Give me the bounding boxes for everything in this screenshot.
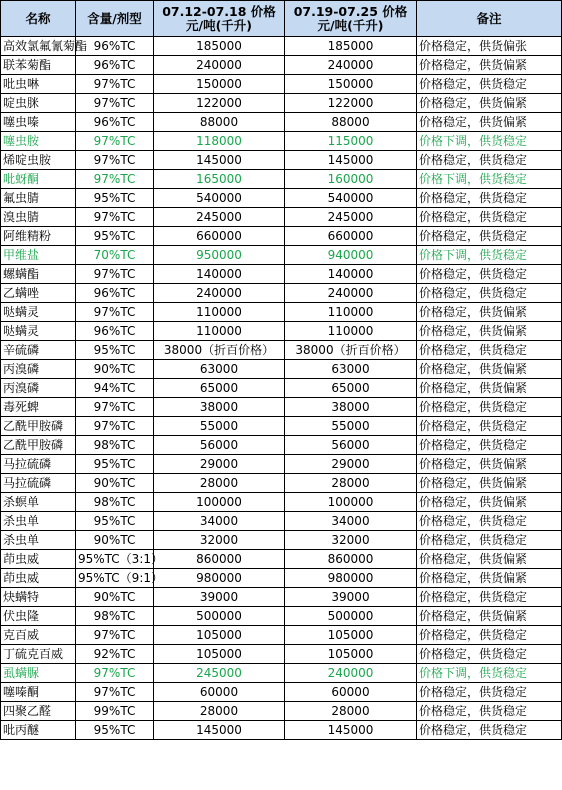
table-row bbox=[1, 455, 562, 474]
cell-note: 价格稳定，供货偏紧 bbox=[417, 379, 562, 398]
cell-note: 价格稳定，供货偏张 bbox=[417, 37, 562, 56]
cell-week2-price: 88000 bbox=[285, 113, 417, 132]
cell-week1-price: 245000 bbox=[154, 664, 285, 683]
table-row bbox=[1, 322, 562, 341]
cell-note: 价格稳定，供货稳定 bbox=[417, 588, 562, 607]
cell-spec: 95%TC（9:1） bbox=[76, 569, 154, 588]
cell-name: 噻虫胺 bbox=[1, 132, 76, 151]
cell-name: 伏虫隆 bbox=[1, 607, 76, 626]
cell-spec: 95%TC bbox=[76, 455, 154, 474]
cell-week1-price: 240000 bbox=[154, 284, 285, 303]
table-row bbox=[1, 37, 562, 56]
cell-week1-price: 60000 bbox=[154, 683, 285, 702]
cell-spec: 95%TC bbox=[76, 721, 154, 740]
cell-name: 乙酰甲胺磷 bbox=[1, 417, 76, 436]
cell-spec: 98%TC bbox=[76, 607, 154, 626]
cell-week2-price: 28000 bbox=[285, 702, 417, 721]
cell-spec: 97%TC bbox=[76, 303, 154, 322]
table-row bbox=[1, 512, 562, 531]
header-row bbox=[1, 1, 562, 37]
cell-week2-price: 60000 bbox=[285, 683, 417, 702]
table-row bbox=[1, 208, 562, 227]
cell-week2-price: 32000 bbox=[285, 531, 417, 550]
cell-week2-price: 29000 bbox=[285, 455, 417, 474]
cell-spec: 96%TC bbox=[76, 56, 154, 75]
cell-note: 价格稳定，供货偏紧 bbox=[417, 113, 562, 132]
cell-name: 虱螨脲 bbox=[1, 664, 76, 683]
table-row bbox=[1, 132, 562, 151]
cell-week1-price: 165000 bbox=[154, 170, 285, 189]
cell-note: 价格下调，供货稳定 bbox=[417, 246, 562, 265]
cell-name: 乙酰甲胺磷 bbox=[1, 436, 76, 455]
cell-note: 价格稳定，供货偏紧 bbox=[417, 94, 562, 113]
table-row bbox=[1, 531, 562, 550]
cell-spec: 97%TC bbox=[76, 398, 154, 417]
cell-spec: 92%TC bbox=[76, 645, 154, 664]
table-row bbox=[1, 417, 562, 436]
cell-note: 价格稳定，供货偏紧 bbox=[417, 360, 562, 379]
cell-week1-price: 38000（折百价格） bbox=[154, 341, 285, 360]
cell-spec: 90%TC bbox=[76, 588, 154, 607]
cell-week2-price: 860000 bbox=[285, 550, 417, 569]
table-row bbox=[1, 664, 562, 683]
table-row bbox=[1, 170, 562, 189]
cell-week2-price: 65000 bbox=[285, 379, 417, 398]
cell-name: 马拉硫磷 bbox=[1, 455, 76, 474]
cell-week2-price: 660000 bbox=[285, 227, 417, 246]
table-row bbox=[1, 379, 562, 398]
cell-week2-price: 240000 bbox=[285, 56, 417, 75]
table-row bbox=[1, 341, 562, 360]
table-row bbox=[1, 360, 562, 379]
table-row bbox=[1, 550, 562, 569]
cell-spec: 97%TC bbox=[76, 94, 154, 113]
cell-week1-price: 110000 bbox=[154, 303, 285, 322]
cell-note: 价格下调，供货稳定 bbox=[417, 170, 562, 189]
cell-name: 啶虫脒 bbox=[1, 94, 76, 113]
header-name: 名称 bbox=[1, 1, 76, 37]
cell-note: 价格稳定，供货偏紧 bbox=[417, 56, 562, 75]
table-row bbox=[1, 588, 562, 607]
cell-name: 噻嗪酮 bbox=[1, 683, 76, 702]
cell-week1-price: 28000 bbox=[154, 474, 285, 493]
cell-note: 价格稳定，供货稳定 bbox=[417, 702, 562, 721]
cell-note: 价格稳定，供货偏紧 bbox=[417, 322, 562, 341]
table-row bbox=[1, 569, 562, 588]
cell-week1-price: 118000 bbox=[154, 132, 285, 151]
table-row bbox=[1, 56, 562, 75]
cell-note: 价格稳定，供货偏紧 bbox=[417, 455, 562, 474]
cell-week2-price: 540000 bbox=[285, 189, 417, 208]
cell-spec: 97%TC bbox=[76, 208, 154, 227]
cell-name: 丙溴磷 bbox=[1, 379, 76, 398]
cell-week1-price: 100000 bbox=[154, 493, 285, 512]
cell-note: 价格稳定，供货稳定 bbox=[417, 436, 562, 455]
cell-week2-price: 940000 bbox=[285, 246, 417, 265]
cell-week1-price: 122000 bbox=[154, 94, 285, 113]
cell-week2-price: 240000 bbox=[285, 284, 417, 303]
cell-spec: 96%TC bbox=[76, 322, 154, 341]
cell-week1-price: 56000 bbox=[154, 436, 285, 455]
cell-spec: 95%TC bbox=[76, 227, 154, 246]
table-row bbox=[1, 702, 562, 721]
cell-name: 丙溴磷 bbox=[1, 360, 76, 379]
cell-spec: 97%TC bbox=[76, 664, 154, 683]
cell-spec: 96%TC bbox=[76, 37, 154, 56]
cell-name: 吡蚜酮 bbox=[1, 170, 76, 189]
cell-note: 价格稳定，供货稳定 bbox=[417, 265, 562, 284]
cell-note: 价格稳定，供货偏紧 bbox=[417, 474, 562, 493]
cell-spec: 90%TC bbox=[76, 360, 154, 379]
cell-note: 价格稳定，供货稳定 bbox=[417, 645, 562, 664]
cell-name: 克百威 bbox=[1, 626, 76, 645]
table-row bbox=[1, 721, 562, 740]
cell-name: 哒螨灵 bbox=[1, 322, 76, 341]
cell-week2-price: 34000 bbox=[285, 512, 417, 531]
cell-note: 价格稳定，供货偏紧 bbox=[417, 493, 562, 512]
table-row bbox=[1, 265, 562, 284]
cell-week2-price: 160000 bbox=[285, 170, 417, 189]
cell-name: 乙螨唑 bbox=[1, 284, 76, 303]
cell-week1-price: 245000 bbox=[154, 208, 285, 227]
table-row bbox=[1, 284, 562, 303]
cell-spec: 98%TC bbox=[76, 436, 154, 455]
cell-week1-price: 105000 bbox=[154, 626, 285, 645]
cell-spec: 95%TC bbox=[76, 512, 154, 531]
table-row bbox=[1, 683, 562, 702]
cell-week1-price: 145000 bbox=[154, 151, 285, 170]
cell-spec: 97%TC bbox=[76, 170, 154, 189]
cell-name: 辛硫磷 bbox=[1, 341, 76, 360]
cell-note: 价格稳定，供货稳定 bbox=[417, 417, 562, 436]
cell-week2-price: 110000 bbox=[285, 303, 417, 322]
cell-note: 价格稳定，供货偏紧 bbox=[417, 303, 562, 322]
cell-week2-price: 145000 bbox=[285, 151, 417, 170]
cell-week1-price: 55000 bbox=[154, 417, 285, 436]
cell-note: 价格稳定，供货稳定 bbox=[417, 75, 562, 94]
cell-name: 四聚乙醛 bbox=[1, 702, 76, 721]
cell-note: 价格稳定，供货稳定 bbox=[417, 398, 562, 417]
cell-spec: 95%TC（3:1） bbox=[76, 550, 154, 569]
cell-name: 高效氯氟氰菊酯 bbox=[1, 37, 76, 56]
cell-name: 哒螨灵 bbox=[1, 303, 76, 322]
cell-week2-price: 63000 bbox=[285, 360, 417, 379]
cell-name: 甲维盐 bbox=[1, 246, 76, 265]
cell-name: 马拉硫磷 bbox=[1, 474, 76, 493]
cell-week2-price: 500000 bbox=[285, 607, 417, 626]
cell-note: 价格下调，供货稳定 bbox=[417, 664, 562, 683]
table-row bbox=[1, 113, 562, 132]
cell-name: 烯啶虫胺 bbox=[1, 151, 76, 170]
cell-week1-price: 39000 bbox=[154, 588, 285, 607]
cell-name: 噻虫嗪 bbox=[1, 113, 76, 132]
cell-week2-price: 185000 bbox=[285, 37, 417, 56]
cell-note: 价格稳定，供货偏紧 bbox=[417, 607, 562, 626]
cell-spec: 90%TC bbox=[76, 474, 154, 493]
table-row bbox=[1, 493, 562, 512]
cell-name: 茚虫威 bbox=[1, 569, 76, 588]
cell-note: 价格稳定，供货稳定 bbox=[417, 189, 562, 208]
cell-week1-price: 63000 bbox=[154, 360, 285, 379]
table-row bbox=[1, 151, 562, 170]
cell-week2-price: 105000 bbox=[285, 645, 417, 664]
cell-week1-price: 185000 bbox=[154, 37, 285, 56]
cell-week2-price: 38000（折百价格） bbox=[285, 341, 417, 360]
table-row bbox=[1, 645, 562, 664]
cell-spec: 97%TC bbox=[76, 626, 154, 645]
cell-name: 杀虫单 bbox=[1, 531, 76, 550]
table-row bbox=[1, 75, 562, 94]
cell-week2-price: 28000 bbox=[285, 474, 417, 493]
cell-week2-price: 145000 bbox=[285, 721, 417, 740]
cell-name: 阿维精粉 bbox=[1, 227, 76, 246]
table-row bbox=[1, 474, 562, 493]
cell-week1-price: 110000 bbox=[154, 322, 285, 341]
header-week2-price: 07.19-07.25 价格元/吨(千升) bbox=[285, 1, 417, 37]
cell-note: 价格稳定，供货稳定 bbox=[417, 151, 562, 170]
cell-spec: 97%TC bbox=[76, 417, 154, 436]
cell-note: 价格稳定，供货稳定 bbox=[417, 208, 562, 227]
table-row bbox=[1, 436, 562, 455]
cell-spec: 95%TC bbox=[76, 189, 154, 208]
cell-note: 价格稳定，供货稳定 bbox=[417, 626, 562, 645]
cell-week2-price: 115000 bbox=[285, 132, 417, 151]
table-body bbox=[1, 37, 562, 740]
cell-week1-price: 140000 bbox=[154, 265, 285, 284]
cell-name: 吡丙醚 bbox=[1, 721, 76, 740]
cell-spec: 97%TC bbox=[76, 75, 154, 94]
cell-spec: 96%TC bbox=[76, 284, 154, 303]
cell-week1-price: 660000 bbox=[154, 227, 285, 246]
cell-week1-price: 28000 bbox=[154, 702, 285, 721]
cell-name: 溴虫腈 bbox=[1, 208, 76, 227]
cell-spec: 97%TC bbox=[76, 683, 154, 702]
cell-spec: 94%TC bbox=[76, 379, 154, 398]
cell-week2-price: 150000 bbox=[285, 75, 417, 94]
cell-week1-price: 540000 bbox=[154, 189, 285, 208]
cell-spec: 95%TC bbox=[76, 341, 154, 360]
cell-week1-price: 860000 bbox=[154, 550, 285, 569]
cell-name: 炔螨特 bbox=[1, 588, 76, 607]
cell-week2-price: 245000 bbox=[285, 208, 417, 227]
table-row bbox=[1, 607, 562, 626]
cell-week1-price: 500000 bbox=[154, 607, 285, 626]
cell-spec: 97%TC bbox=[76, 151, 154, 170]
cell-note: 价格稳定，供货稳定 bbox=[417, 531, 562, 550]
cell-spec: 98%TC bbox=[76, 493, 154, 512]
table-row bbox=[1, 94, 562, 113]
cell-week2-price: 110000 bbox=[285, 322, 417, 341]
cell-spec: 90%TC bbox=[76, 531, 154, 550]
cell-note: 价格下调，供货稳定 bbox=[417, 132, 562, 151]
cell-note: 价格稳定，供货稳定 bbox=[417, 284, 562, 303]
cell-spec: 99%TC bbox=[76, 702, 154, 721]
cell-note: 价格稳定，供货偏紧 bbox=[417, 550, 562, 569]
cell-week1-price: 240000 bbox=[154, 56, 285, 75]
cell-name: 毒死蜱 bbox=[1, 398, 76, 417]
cell-name: 杀虫单 bbox=[1, 512, 76, 531]
cell-note: 价格稳定，供货稳定 bbox=[417, 341, 562, 360]
cell-spec: 97%TC bbox=[76, 132, 154, 151]
cell-name: 螺螨酯 bbox=[1, 265, 76, 284]
cell-week2-price: 39000 bbox=[285, 588, 417, 607]
cell-week1-price: 34000 bbox=[154, 512, 285, 531]
cell-note: 价格稳定，供货偏紧 bbox=[417, 569, 562, 588]
table-row bbox=[1, 398, 562, 417]
table-row bbox=[1, 227, 562, 246]
cell-week1-price: 65000 bbox=[154, 379, 285, 398]
cell-week2-price: 38000 bbox=[285, 398, 417, 417]
cell-name: 联苯菊酯 bbox=[1, 56, 76, 75]
table-row bbox=[1, 626, 562, 645]
cell-week1-price: 32000 bbox=[154, 531, 285, 550]
cell-note: 价格稳定，供货稳定 bbox=[417, 512, 562, 531]
cell-week2-price: 55000 bbox=[285, 417, 417, 436]
table-row bbox=[1, 246, 562, 265]
cell-week2-price: 240000 bbox=[285, 664, 417, 683]
cell-week1-price: 145000 bbox=[154, 721, 285, 740]
cell-name: 丁硫克百威 bbox=[1, 645, 76, 664]
cell-name: 杀螟单 bbox=[1, 493, 76, 512]
cell-week1-price: 29000 bbox=[154, 455, 285, 474]
cell-name: 茚虫威 bbox=[1, 550, 76, 569]
cell-note: 价格稳定，供货稳定 bbox=[417, 227, 562, 246]
header-week1-price: 07.12-07.18 价格元/吨(千升) bbox=[154, 1, 285, 37]
cell-spec: 96%TC bbox=[76, 113, 154, 132]
cell-week1-price: 105000 bbox=[154, 645, 285, 664]
header-spec: 含量/剂型 bbox=[76, 1, 154, 37]
cell-week1-price: 88000 bbox=[154, 113, 285, 132]
header-note: 备注 bbox=[417, 1, 562, 37]
table-row bbox=[1, 189, 562, 208]
cell-week2-price: 122000 bbox=[285, 94, 417, 113]
cell-note: 价格稳定，供货稳定 bbox=[417, 721, 562, 740]
table-row bbox=[1, 303, 562, 322]
cell-name: 吡虫啉 bbox=[1, 75, 76, 94]
cell-week2-price: 56000 bbox=[285, 436, 417, 455]
cell-week1-price: 980000 bbox=[154, 569, 285, 588]
cell-note: 价格稳定，供货稳定 bbox=[417, 683, 562, 702]
cell-week2-price: 105000 bbox=[285, 626, 417, 645]
cell-name: 氟虫腈 bbox=[1, 189, 76, 208]
cell-week1-price: 150000 bbox=[154, 75, 285, 94]
cell-week2-price: 980000 bbox=[285, 569, 417, 588]
cell-week2-price: 140000 bbox=[285, 265, 417, 284]
cell-spec: 70%TC bbox=[76, 246, 154, 265]
cell-week1-price: 950000 bbox=[154, 246, 285, 265]
cell-week1-price: 38000 bbox=[154, 398, 285, 417]
cell-spec: 97%TC bbox=[76, 265, 154, 284]
cell-week2-price: 100000 bbox=[285, 493, 417, 512]
